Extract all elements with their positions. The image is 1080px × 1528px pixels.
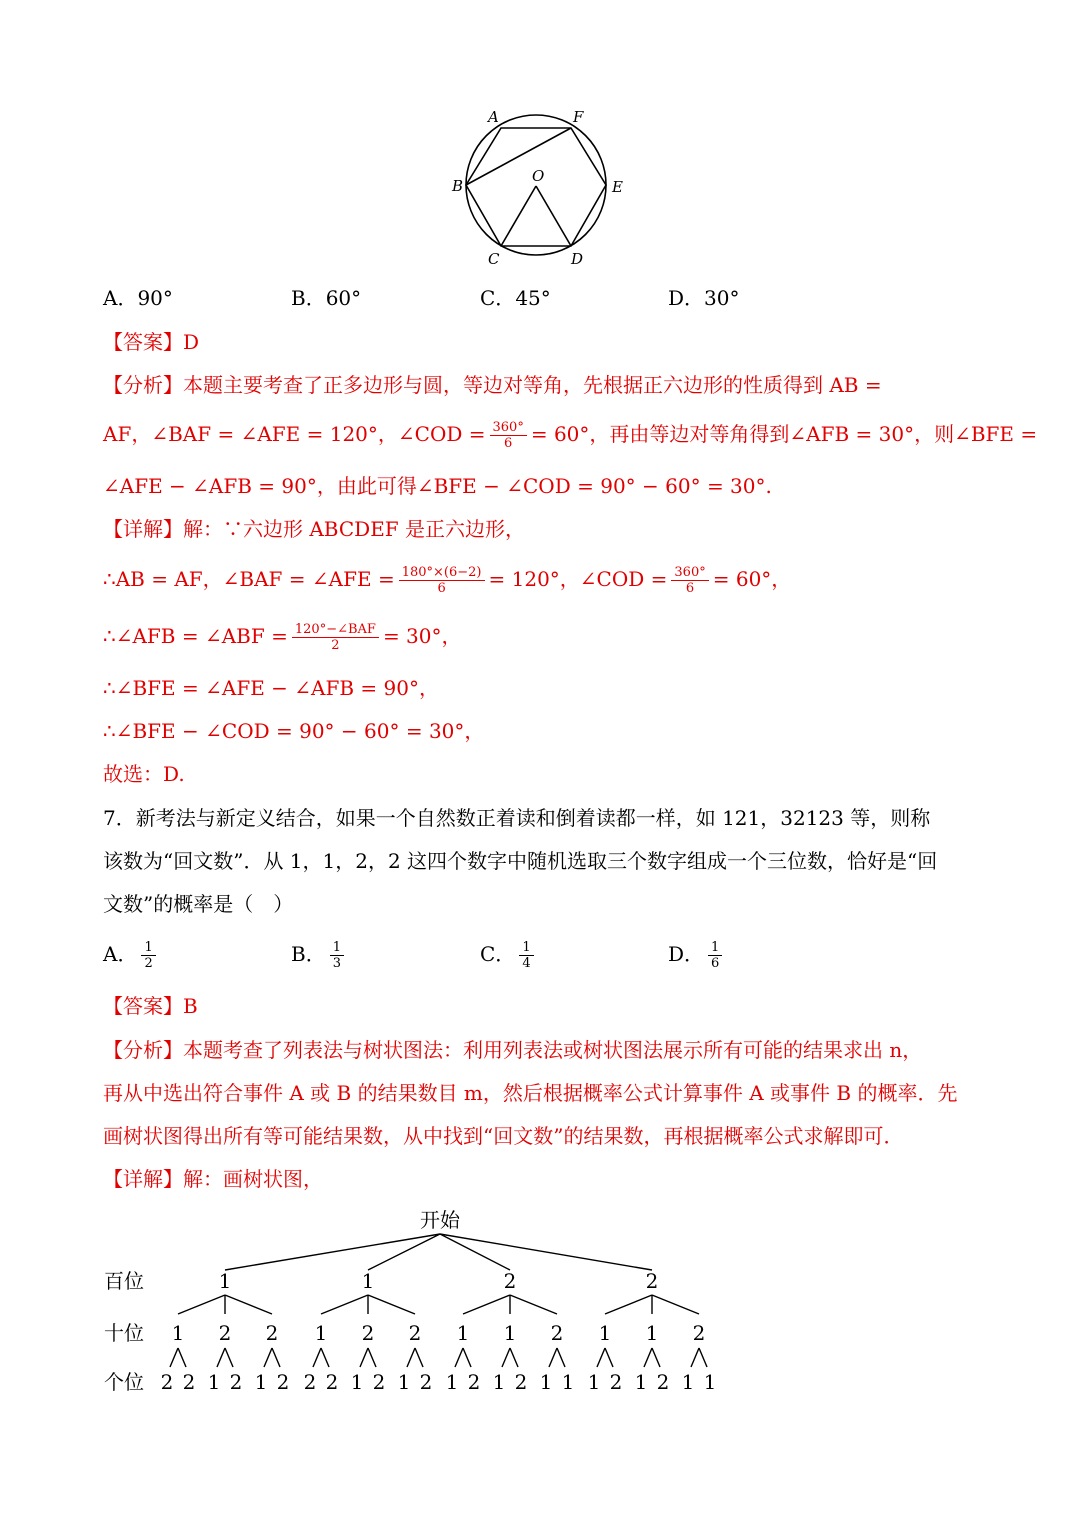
q7-option-d: D． $\frac{1}{6}$: [668, 940, 726, 971]
branch-tens-to-ones: [170, 1348, 178, 1367]
branch-root-to-hundreds: [440, 1234, 652, 1270]
label-e: E: [612, 178, 623, 196]
node-ones: 1: [681, 1370, 695, 1394]
q7-answer: 【答案】B: [103, 994, 198, 1018]
node-tens: 2: [408, 1321, 422, 1345]
branch-tens-to-ones: [455, 1348, 463, 1367]
node-tens: 1: [503, 1321, 517, 1345]
q6-option-b: B．60°: [291, 286, 362, 310]
row-label-tens: 十位: [104, 1321, 144, 1345]
q7-option-a: A． $\frac{1}{2}$: [103, 940, 160, 971]
node-tens: 2: [550, 1321, 564, 1345]
row-label-ones: 个位: [104, 1370, 144, 1394]
branch-tens-to-ones: [225, 1348, 233, 1367]
q6-answer: 【答案】D: [103, 330, 200, 354]
branch-tens-to-ones: [264, 1348, 272, 1367]
node-ones: 2: [514, 1370, 528, 1394]
branch-tens-to-ones: [510, 1348, 518, 1367]
label-c: C: [488, 250, 500, 268]
node-ones: 2: [229, 1370, 243, 1394]
branch-tens-to-ones: [644, 1348, 652, 1367]
node-ones: 2: [419, 1370, 433, 1394]
branch-hundreds-to-tens: [178, 1295, 225, 1314]
q6-detail-line1: 【详解】解：∵六边形 ABCDEF 是正六边形，: [103, 517, 526, 541]
fraction-1-3: $\frac{1}{3}$: [330, 940, 344, 971]
tree-nodes: [161, 1269, 717, 1394]
q6-detail-line4: ∴∠BFE = ∠AFE − ∠AFB = 90°，: [103, 676, 439, 700]
node-ones: 1: [492, 1370, 506, 1394]
tree-diagram: [0, 1200, 1080, 1410]
branch-tens-to-ones: [368, 1348, 376, 1367]
q7-detail-line1: 【详解】解：画树状图，: [103, 1167, 323, 1191]
node-ones: 1: [587, 1370, 601, 1394]
fraction-interior-angle: $\frac{180^\circ\times(6-2)}{6}$: [399, 565, 485, 596]
branch-tens-to-ones: [313, 1348, 321, 1367]
branch-tens-to-ones: [217, 1348, 225, 1367]
branch-root-to-hundreds: [225, 1234, 440, 1270]
node-ones: 2: [160, 1370, 174, 1394]
label-b: B: [452, 177, 464, 195]
label-a: A: [488, 108, 499, 126]
q7-stem-line2: 该数为“回文数”．从 1，1，2，2 这四个数字中随机选取三个数字组成一个三位数，恰好是“回: [103, 849, 938, 873]
fraction-1-6: $\frac{1}{6}$: [708, 940, 722, 971]
q7-stem-line3: 文数”的概率是（ ）: [103, 892, 294, 916]
branch-tens-to-ones: [605, 1348, 613, 1367]
node-hundreds: 2: [503, 1269, 517, 1293]
q6-option-d: D．30°: [668, 286, 740, 310]
q6-analysis-line2: AF，∠BAF = ∠AFE = 120°，∠COD = $\frac{360^\circ}{6}$ = 60°，再由等边对等角得到∠AFB = 30°，则∠BFE =: [103, 420, 1038, 451]
node-tens: 1: [314, 1321, 328, 1345]
node-ones: 2: [325, 1370, 339, 1394]
node-hundreds: 1: [218, 1269, 232, 1293]
node-ones: 2: [276, 1370, 290, 1394]
branch-hundreds-to-tens: [605, 1295, 652, 1314]
branch-hundreds-to-tens: [463, 1295, 510, 1314]
fraction-1-2: $\frac{1}{2}$: [141, 940, 155, 971]
node-tens: 1: [598, 1321, 612, 1345]
node-ones: 1: [539, 1370, 553, 1394]
hexagon-circle-figure: [440, 100, 640, 272]
row-label-hundreds: 百位: [104, 1269, 144, 1293]
node-ones: 2: [609, 1370, 623, 1394]
branch-tens-to-ones: [178, 1348, 186, 1367]
branch-hundreds-to-tens: [652, 1295, 699, 1314]
branch-tens-to-ones: [597, 1348, 605, 1367]
branch-tens-to-ones: [691, 1348, 699, 1367]
q6-detail-line6: 故选：D.: [103, 762, 185, 786]
circumcircle: [466, 115, 606, 255]
branch-hundreds-to-tens: [510, 1295, 557, 1314]
q7-analysis-line2: 再从中选出符合事件 A 或 B 的结果数目 m，然后根据概率公式计算事件 A 或事件 B 的概率．先: [103, 1081, 958, 1105]
node-ones: 2: [467, 1370, 481, 1394]
node-hundreds: 1: [361, 1269, 375, 1293]
q6-detail-line2: ∴AB = AF，∠BAF = ∠AFE = $\frac{180^\circ\times(6-2)}{6}$ = 120°，∠COD = $\frac{360^\circ}{6}$ = 60°，: [103, 565, 792, 596]
branch-tens-to-ones: [699, 1348, 707, 1367]
q7-analysis-line3: 画树状图得出所有等可能结果数，从中找到“回文数”的结果数，再根据概率公式求解即可．: [103, 1124, 904, 1148]
label-d: D: [571, 250, 584, 268]
q6-option-a: A．90°: [103, 286, 173, 310]
node-tens: 1: [456, 1321, 470, 1345]
node-ones: 1: [350, 1370, 364, 1394]
node-ones: 2: [182, 1370, 196, 1394]
branch-tens-to-ones: [272, 1348, 280, 1367]
node-ones: 1: [703, 1370, 717, 1394]
node-tens: 1: [645, 1321, 659, 1345]
node-ones: 2: [303, 1370, 317, 1394]
node-ones: 2: [656, 1370, 670, 1394]
node-ones: 1: [561, 1370, 575, 1394]
fraction-base-angle: $\frac{\text{120°−∠BAF}}{2}$: [292, 622, 379, 653]
branch-tens-to-ones: [407, 1348, 415, 1367]
branch-hundreds-to-tens: [225, 1295, 272, 1314]
label-f: F: [573, 108, 584, 126]
segment-bf: [466, 128, 571, 185]
tree-branches: [170, 1234, 707, 1367]
node-hundreds: 2: [645, 1269, 659, 1293]
branch-hundreds-to-tens: [368, 1295, 415, 1314]
q6-analysis-line3: ∠AFE − ∠AFB = 90°，由此可得∠BFE − ∠COD = 90° − 60° = 30°.: [103, 474, 772, 498]
q7-analysis-line1: 【分析】本题考查了列表法与树状图法：利用列表法或树状图法展示所有可能的结果求出 n，: [103, 1038, 923, 1062]
tree-root-label: 开始: [420, 1208, 460, 1232]
node-tens: 2: [692, 1321, 706, 1345]
fraction-1-4: $\frac{1}{4}$: [519, 940, 533, 971]
q7-stem-line1: 7．新考法与新定义结合，如果一个自然数正着读和倒着读都一样，如 121，32123 等，则称: [103, 806, 931, 830]
fraction-central-angle: $\frac{360^\circ}{6}$: [671, 565, 708, 596]
node-tens: 2: [265, 1321, 279, 1345]
q7-option-b: B． $\frac{1}{3}$: [291, 940, 348, 971]
label-o: O: [532, 167, 545, 185]
q6-analysis-line1: 【分析】本题主要考查了正多边形与圆，等边对等角，先根据正六边形的性质得到 AB =: [103, 373, 882, 397]
branch-tens-to-ones: [463, 1348, 471, 1367]
node-tens: 2: [218, 1321, 232, 1345]
branch-tens-to-ones: [502, 1348, 510, 1367]
branch-tens-to-ones: [360, 1348, 368, 1367]
segment-od: [536, 186, 571, 246]
branch-tens-to-ones: [557, 1348, 565, 1367]
node-tens: 2: [361, 1321, 375, 1345]
node-tens: 1: [171, 1321, 185, 1345]
node-ones: 1: [254, 1370, 268, 1394]
segment-oc: [501, 186, 536, 246]
branch-tens-to-ones: [321, 1348, 329, 1367]
node-ones: 2: [372, 1370, 386, 1394]
q6-detail-line5: ∴∠BFE − ∠COD = 90° − 60° = 30°，: [103, 719, 485, 743]
branch-tens-to-ones: [415, 1348, 423, 1367]
branch-tens-to-ones: [652, 1348, 660, 1367]
node-ones: 1: [207, 1370, 221, 1394]
q7-option-c: C． $\frac{1}{4}$: [480, 940, 538, 971]
fraction-360-6: $\frac{360^\circ}{6}$: [490, 420, 527, 451]
branch-hundreds-to-tens: [321, 1295, 368, 1314]
q6-detail-line3: ∴∠AFB = ∠ABF = $\frac{\text{120°−∠BAF}}{2}$ = 30°，: [103, 622, 462, 653]
q6-option-c: C．45°: [480, 286, 551, 310]
branch-tens-to-ones: [549, 1348, 557, 1367]
node-ones: 1: [397, 1370, 411, 1394]
node-ones: 1: [634, 1370, 648, 1394]
node-ones: 1: [445, 1370, 459, 1394]
